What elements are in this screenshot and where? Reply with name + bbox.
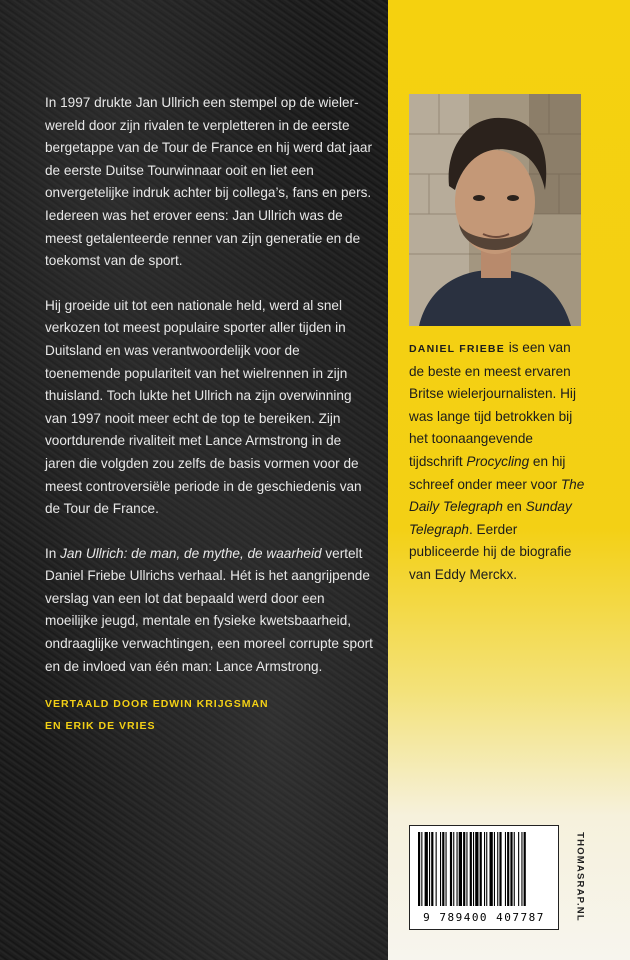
barcode-bar [473, 832, 474, 906]
barcode-bar [518, 832, 519, 906]
barcode-bar [442, 832, 444, 906]
isbn-number: 9 789400 407787 [423, 911, 545, 924]
barcode-bar [514, 832, 515, 906]
blurb-p3-rest: vertelt Daniel Friebe Ullrichs verhaal. Hét is het aangrijpende verslag van een lot dat bepaald werd door een moeilijke jeugd, mentale en fysieke kwetsbaarheid, ondraaglijke verwachtingen, een moreel corrupte sport en de invloed van één man: Lance Armstrong. [45, 545, 373, 674]
barcode-bar [429, 832, 430, 906]
blurb-paragraph-3 [45, 543, 375, 679]
bio-text-4: . Eerder publiceerde hij de biografie van Eddy Merckx. [409, 521, 572, 582]
author-name: DANIEL FRIEBE [409, 343, 505, 355]
barcode-bars-graphic [418, 832, 550, 906]
barcode-bar [421, 832, 422, 906]
book-blurb [45, 92, 375, 700]
bio-magazine-2: The Daily Telegraph [409, 476, 585, 515]
barcode-bar [425, 832, 428, 906]
barcode-bar [494, 832, 495, 906]
barcode-bar [446, 832, 447, 906]
barcode-bar [450, 832, 452, 906]
bio-text-2: en hij schreef onder meer voor [409, 453, 566, 492]
blurb-p3-prefix: In [45, 545, 61, 561]
barcode-bar [418, 832, 420, 906]
barcode-bar [510, 832, 512, 906]
credits-line-1: VERTAALD DOOR EDWIN KRIJGSMAN [45, 698, 269, 710]
barcode-bar [466, 832, 467, 906]
credits-line-2: EN ERIK DE VRIES [45, 720, 156, 732]
barcode-bar [486, 832, 487, 906]
book-title-italic: Jan Ullrich: de man, de mythe, de waarheid [60, 545, 322, 561]
barcode-bar [484, 832, 485, 906]
barcode-bar [507, 832, 509, 906]
barcode-bar [480, 832, 482, 906]
author-bio [409, 337, 587, 587]
blurb-paragraph-2: Hij groeide uit tot een nationale held, werd al snel verkozen tot meest populaire sporter aller tijden in Duitsland en was verantwoordelijk voor de toenemende populariteit van het wielrennen in zijn thuisland. Toch lukte het Ullrich na zijn overwinning van 1997 nooit meer echt de top te bereiken. Zijn voortdurende rivaliteit met Lance Armstrong in de jaren die volgden zou zelfs de basis vormen voor de meest controversiële periode in de geschiedenis van de Tour de France. [45, 297, 362, 517]
barcode-bar [436, 832, 437, 906]
barcode-bar [505, 832, 506, 906]
barcode-bar [457, 832, 458, 906]
barcode-bar [521, 832, 522, 906]
author-portrait-illustration [409, 94, 581, 326]
barcode-bar [490, 832, 493, 906]
bio-magazine-3: Sunday Telegraph [409, 499, 572, 537]
author-photo [409, 94, 581, 326]
barcode-bar [497, 832, 498, 906]
blurb-paragraph-1: In 1997 drukte Jan Ullrich een stempel op de wielerwereld door zijn rivalen te verpletteren in de eerste bergetappe van de Tour de France en hij werd dat jaar de eerste Duitse Tourwinnaar ooit en liet een onvergetelijke indruk achter bij collega’s, fans en pers. Iedereen was het erover eens: Jan Ullrich was de meest getalenteerde renner van zijn generatie en de toekomst van de sport. [45, 95, 372, 269]
isbn-barcode [409, 825, 559, 930]
publisher-url-text: THOMASRAP.NL [574, 832, 586, 922]
publisher-url [571, 822, 589, 932]
translator-credits [45, 693, 365, 737]
barcode-bar [453, 832, 454, 906]
barcode-bar [470, 832, 472, 906]
barcode-bar [431, 832, 433, 906]
barcode-bar [440, 832, 441, 906]
bio-magazine-1: Procycling [466, 453, 530, 469]
barcode-bar [475, 832, 478, 906]
barcode-bar [499, 832, 501, 906]
barcode-bar [459, 832, 462, 906]
bio-text-1: is een van de beste en meest ervaren Britse wielerjournalisten. Hij was lange tijd betrokken bij het toonaangevende tijdschrift [409, 340, 576, 469]
barcode-bar [524, 832, 526, 906]
barcode-bar [463, 832, 465, 906]
bio-text-3: en [502, 499, 526, 515]
